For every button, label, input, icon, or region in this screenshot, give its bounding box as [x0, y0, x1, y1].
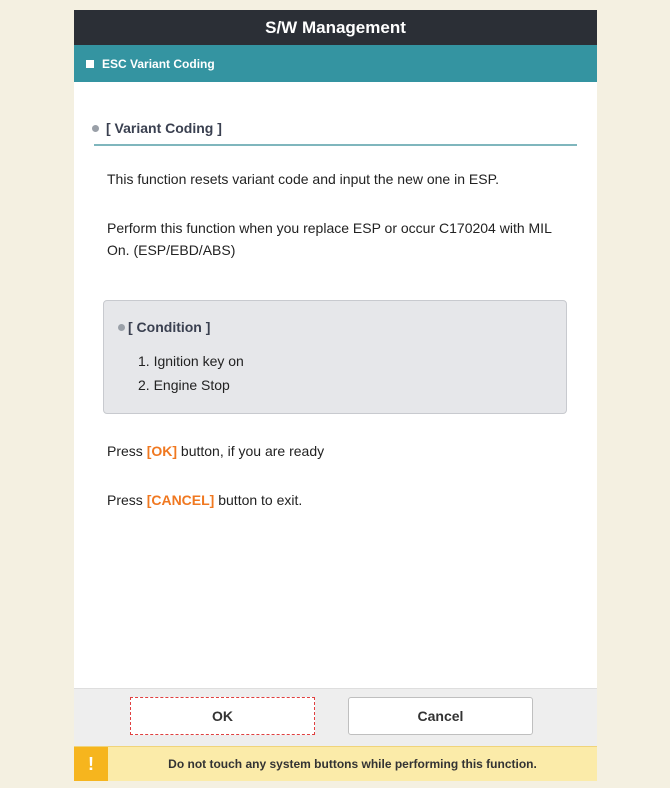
condition-title: [118, 319, 210, 335]
subheader-bar: [74, 45, 597, 82]
exclamation-icon: !: [74, 747, 108, 781]
window-title: S/W Management: [74, 10, 597, 45]
square-icon: [86, 60, 94, 68]
bullet-icon: [92, 125, 99, 132]
warning-text: Do not touch any system buttons while performing this function.: [168, 757, 537, 771]
ok-instruction-suffix: button, if you are ready: [177, 443, 325, 459]
ok-instruction-prefix: Press: [107, 443, 147, 459]
section-title-text: [ Variant Coding ]: [106, 120, 222, 136]
button-bar: [74, 688, 597, 746]
description-line-1: This function resets variant code and input the new one in ESP.: [107, 171, 499, 187]
dialog-panel: [74, 10, 597, 780]
condition-title-text: [ Condition ]: [128, 319, 211, 335]
section-divider: [94, 144, 577, 146]
condition-item: 2. Engine Stop: [138, 377, 230, 393]
cancel-key-highlight: [CANCEL]: [146, 492, 215, 508]
subheader-label: ESC Variant Coding: [102, 56, 215, 71]
bullet-icon: [118, 324, 125, 331]
description-line-2: Perform this function when you replace ESP or occur C170204 with MIL On. (ESP/EBD/ABS): [107, 220, 552, 258]
cancel-instruction: [107, 489, 302, 511]
condition-item: 1. Ignition key on: [138, 353, 244, 369]
ok-key-highlight: [OK]: [146, 443, 178, 459]
ok-instruction: [107, 440, 324, 462]
warning-bar: [74, 746, 597, 781]
section-title: [92, 120, 222, 136]
cancel-instruction-suffix: button to exit.: [214, 492, 303, 508]
cancel-button[interactable]: Cancel: [348, 697, 533, 735]
condition-box: [103, 300, 567, 414]
condition-list: [138, 349, 244, 397]
cancel-instruction-prefix: Press: [107, 492, 147, 508]
ok-button[interactable]: OK: [130, 697, 315, 735]
